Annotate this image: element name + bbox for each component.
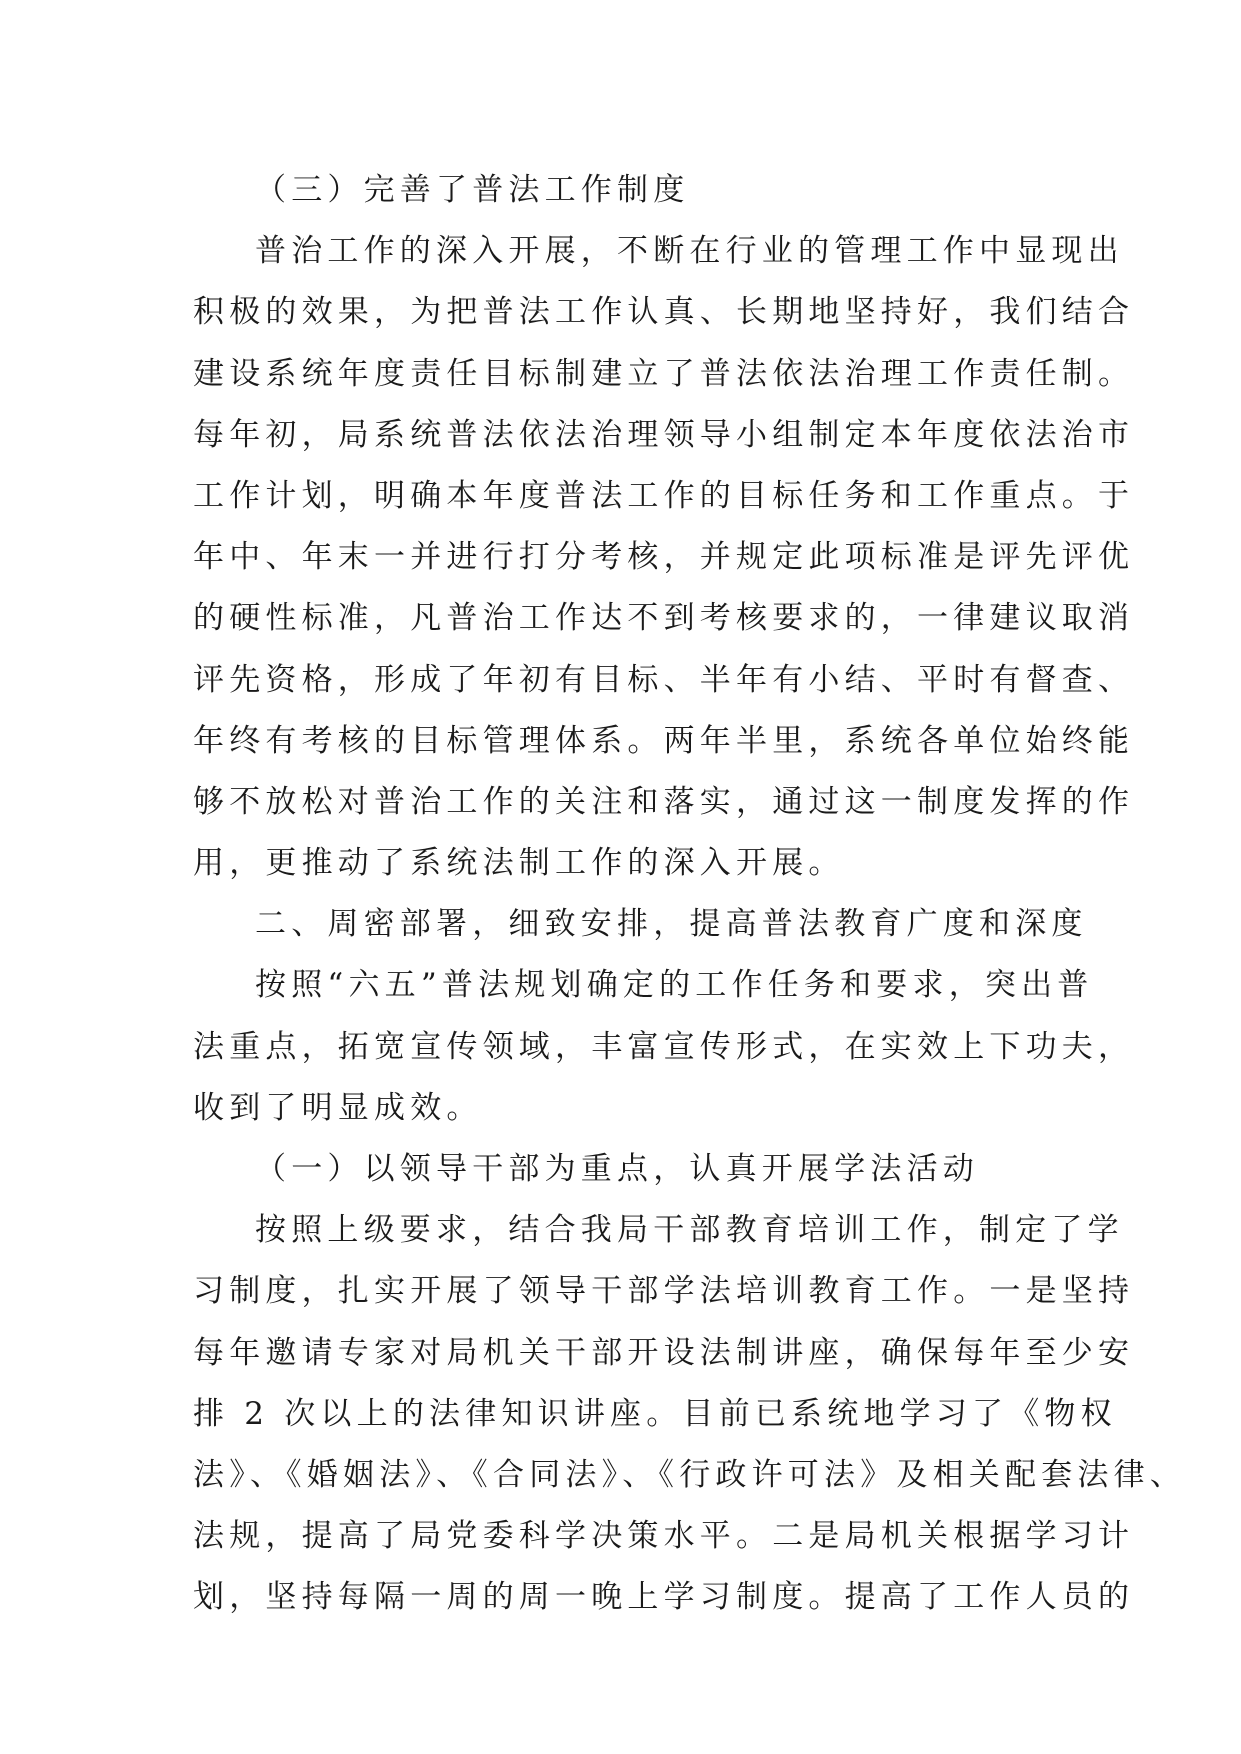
paragraph-line: 建设系统年度责任目标制建立了普法依法治理工作责任制。 [193,355,1135,392]
paragraph-line: 划，坚持每隔一周的周一晚上学习制度。提高了工作人员的 [193,1579,1135,1616]
paragraph-line: 每年邀请专家对局机关干部开设法制讲座，确保每年至少安 [193,1334,1135,1371]
paragraph-line: 积极的效果，为把普法工作认真、长期地坚持好，我们结合 [193,294,1135,331]
paragraph-line: 年终有考核的目标管理体系。两年半里，系统各单位始终能 [193,722,1135,759]
paragraph-line: 按照“六五”普法规划确定的工作任务和要求，突出普 [255,967,1094,1004]
paragraph-line: 每年初，局系统普法依法治理领导小组制定本年度依法治市 [193,416,1135,453]
document-body [193,160,1186,1629]
paragraph-line: 排 2 次以上的法律知识讲座。目前已系统地学习了《物权 [193,1395,1117,1432]
paragraph-line: 用，更推动了系统法制工作的深入开展。 [193,845,845,882]
paragraph-line: 评先资格，形成了年初有目标、半年有小结、平时有督查、 [193,661,1135,698]
section-heading-improve-system: （三）完善了普法工作制度 [255,172,690,208]
paragraph-line: 够不放松对普治工作的关注和落实，通过这一制度发挥的作 [193,783,1135,820]
paragraph-line: 法》、《婚姻法》、《合同法》、《行政许可法》及相关配套法律、 [193,1456,1186,1493]
paragraph-line: 法重点，拓宽宣传领域，丰富宣传形式，在实效上下功夫， [193,1028,1135,1065]
paragraph-line: 年中、年末一并进行打分考核，并规定此项标准是评先评优 [193,539,1135,576]
paragraph-line: 按照上级要求，结合我局干部教育培训工作，制定了学 [255,1212,1124,1249]
paragraph-line: 法规，提高了局党委科学决策水平。二是局机关根据学习计 [193,1518,1135,1555]
section-heading-deployment: 二、周密部署，细致安排，提高普法教育广度和深度 [255,906,1088,943]
paragraph-line: 工作计划，明确本年度普法工作的目标任务和工作重点。于 [193,477,1135,514]
paragraph-line: 普治工作的深入开展，不断在行业的管理工作中显现出 [255,233,1124,270]
paragraph-line: 的硬性标准，凡普治工作达不到考核要求的，一律建议取消 [193,600,1135,637]
paragraph-line: 习制度，扎实开展了领导干部学法培训教育工作。一是坚持 [193,1273,1135,1310]
paragraph-line: 收到了明显成效。 [193,1089,483,1126]
section-heading-leader-learning: （一）以领导干部为重点，认真开展学法活动 [255,1151,979,1187]
